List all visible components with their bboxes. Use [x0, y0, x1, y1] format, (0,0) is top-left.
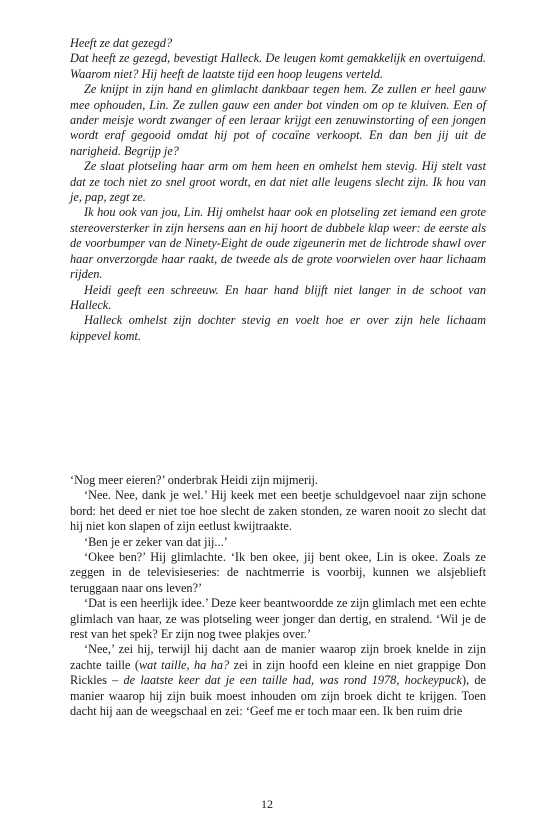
- text-run: ), de manier waarop hij zijn buik moest inhouden om zijn broek dicht te krijgen. Toen dacht hij aan de weegschaal en zei: ‘Geef me er toch maar een. Ik ben ruim drie: [70, 673, 486, 719]
- paragraph: [70, 473, 486, 488]
- text-run: zei in zijn hoofd een kleine en niet grappige Don Rickles –: [70, 657, 486, 688]
- paragraph: Dat heeft ze gezegd, bevestigt Halleck. De leugen komt gemakkelijk en overtuigend. Waarom niet? Hij heeft de laatste tijd een hoop leugens verteld.: [70, 51, 486, 81]
- paragraph: [70, 642, 486, 719]
- paragraph: [70, 535, 486, 550]
- paragraph: Ze knijpt in zijn hand en glimlacht dankbaar tegen hem. Ze zullen er heel gauw mee ophouden, Lin. Ze zullen gauw een ander bot vinden om op te kluiven. Een of ander meisje wordt zwanger of een leraar krijgt een zenuwinstorting of een jongen wordt eraf gegooid omdat hij pot of cocaïne verkoopt. En dan ben jij uit de narigheid. Begrijp je?: [70, 82, 486, 158]
- italic-flashback-section: [70, 36, 486, 344]
- paragraph: Ik hou ook van jou, Lin. Hij omhelst haar ook en plotseling zet iemand een grote stereoversterker in zijn hersens aan en hij hoort de dubbele klap weer: de eerste als de voorbumper van de Ninety-Eight de oude zigeunerin met de lichtrode shawl over haar onverzorgde haar raakt, de tweede als de grote voorwielen over haar lichaam rijden.: [70, 205, 486, 282]
- italic-text-run: de laatste keer dat je een taille had, was rond 1978, hockeypuck: [123, 673, 462, 688]
- text-run: ‘Nog meer eieren?’ onderbrak Heidi zijn mijmerij.: [70, 473, 318, 487]
- main-text-section: [70, 473, 486, 720]
- paragraph: Heeft ze dat gezegd?: [70, 36, 173, 50]
- paragraph: Halleck omhelst zijn dochter stevig en voelt hoe er over zijn hele lichaam kippevel komt.: [70, 313, 486, 343]
- paragraph: Ze slaat plotseling haar arm om hem heen en omhelst hem stevig. Hij stelt vast dat ze toch niet zo snel groot wordt, en dat niet alle leugens slecht zijn. Ik hou van je, pap, zegt ze.: [70, 159, 486, 205]
- paragraph: [70, 550, 486, 596]
- page-number: 12: [261, 797, 273, 811]
- text-run: ‘Okee ben?’ Hij glimlachte. ‘Ik ben okee, jij bent okee, Lin is okee. Zoals ze zeggen in de televisieseries: de nachtmerrie is voorbij, kunnen we alsjeblieft teruggaan naar ons leven?’: [70, 550, 486, 595]
- paragraph: [70, 596, 486, 642]
- paragraph: [70, 488, 486, 534]
- paragraph: Heidi geeft een schreeuw. En haar hand blijft niet langer in de schoot van Halleck.: [70, 282, 486, 312]
- text-run: ‘Dat is een heerlijk idee.’ Deze keer beantwoordde ze zijn glimlach met een echte glimlach van haar, ze was plotseling weer jonger dan dertig, en stralend. ‘Wil je de rest van het spek? Er zijn nog twee plakjes over.’: [70, 596, 486, 642]
- text-run: ‘Ben je er zeker van dat jij...’: [84, 534, 228, 549]
- italic-text-run: wat taille, ha ha?: [138, 657, 230, 672]
- text-run: ‘Nee,’ zei hij, terwijl hij dacht aan de manier waarop zijn broek knelde in zijn zachte taille (: [70, 642, 486, 672]
- text-run: ‘Nee. Nee, dank je wel.’ Hij keek met een beetje schuldgevoel naar zijn schone bord: het deed er niet toe hoe slecht de zaken stonden, ze waren nooit zo slecht dat hij niet kon slapen of zijn eetlust kwijtraakte.: [70, 488, 486, 534]
